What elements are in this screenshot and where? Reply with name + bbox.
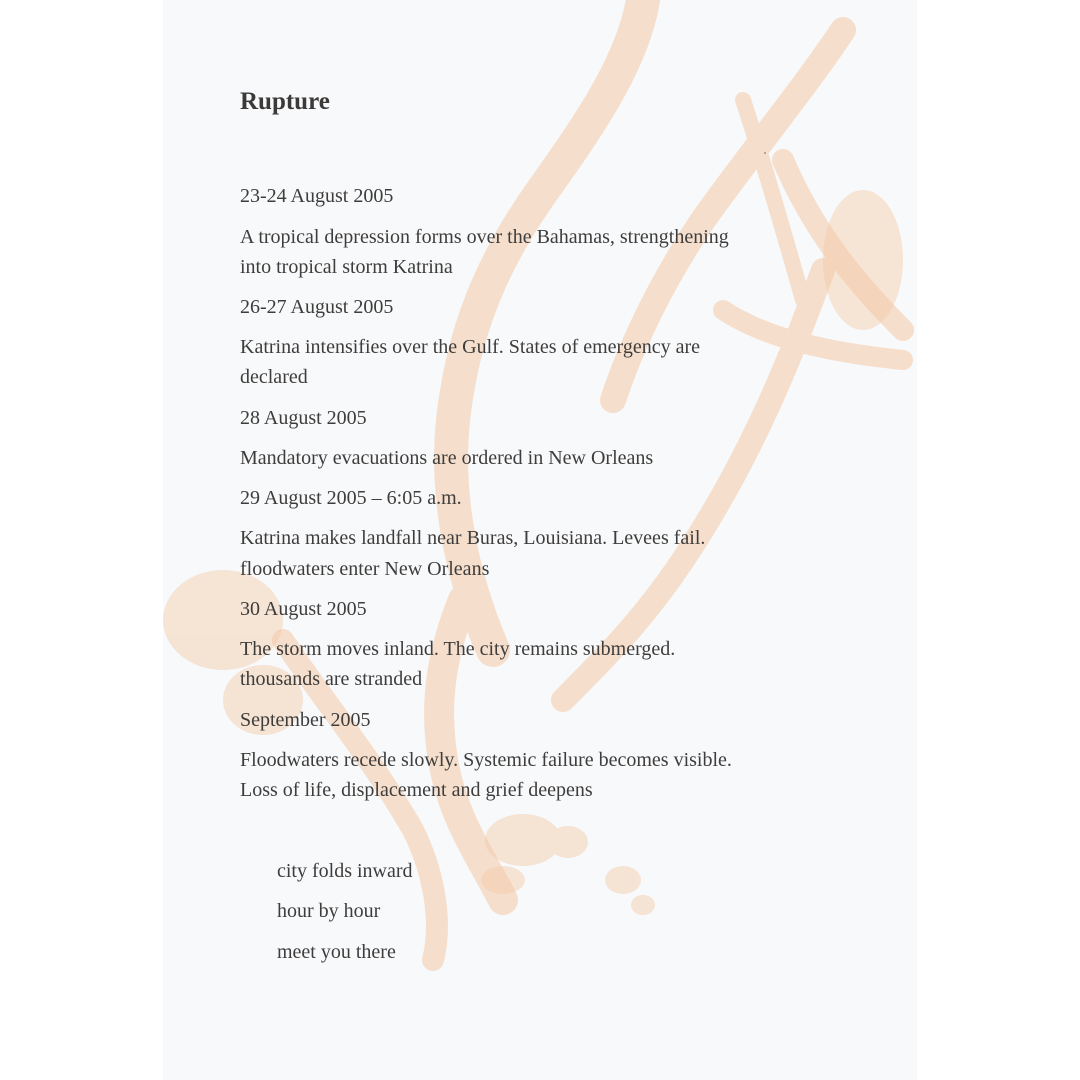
timeline-text-5-line-1: The storm moves inland. The city remains submerged. [240,638,676,660]
timeline-text-6-line-2: Loss of life, displacement and grief deepens [240,779,593,801]
page-title: Rupture [240,88,330,115]
timeline-date-5: 30 August 2005 [240,598,367,620]
timeline-text-1-line-1: A tropical depression forms over the Bahamas, strengthening [240,226,729,248]
paper-speck [764,152,766,154]
poem-line-2: hour by hour [277,900,381,922]
timeline-text-2-line-1: Katrina intensifies over the Gulf. States of emergency are [240,336,701,358]
timeline-text-4-line-1: Katrina makes landfall near Buras, Louisiana. Levees fail. [240,527,706,549]
poem-line-1: city folds inward [277,860,413,882]
timeline-date-3: 28 August 2005 [240,407,367,429]
timeline-date-6: September 2005 [240,709,371,731]
timeline-text-1-line-2: into tropical storm Katrina [240,256,453,278]
timeline-date-2: 26-27 August 2005 [240,296,394,318]
timeline-text-4-line-2: floodwaters enter New Orleans [240,558,490,580]
timeline-text-2-line-2: declared [240,366,308,388]
timeline-text-3-line-1: Mandatory evacuations are ordered in New Orleans [240,447,654,469]
document-page [163,0,917,1080]
timeline-date-4: 29 August 2005 – 6:05 a.m. [240,487,462,509]
timeline-text-6-line-1: Floodwaters recede slowly. Systemic failure becomes visible. [240,749,732,771]
timeline-text-5-line-2: thousands are stranded [240,668,423,690]
poem-line-3: meet you there [277,941,396,963]
timeline-date-1: 23-24 August 2005 [240,185,394,207]
